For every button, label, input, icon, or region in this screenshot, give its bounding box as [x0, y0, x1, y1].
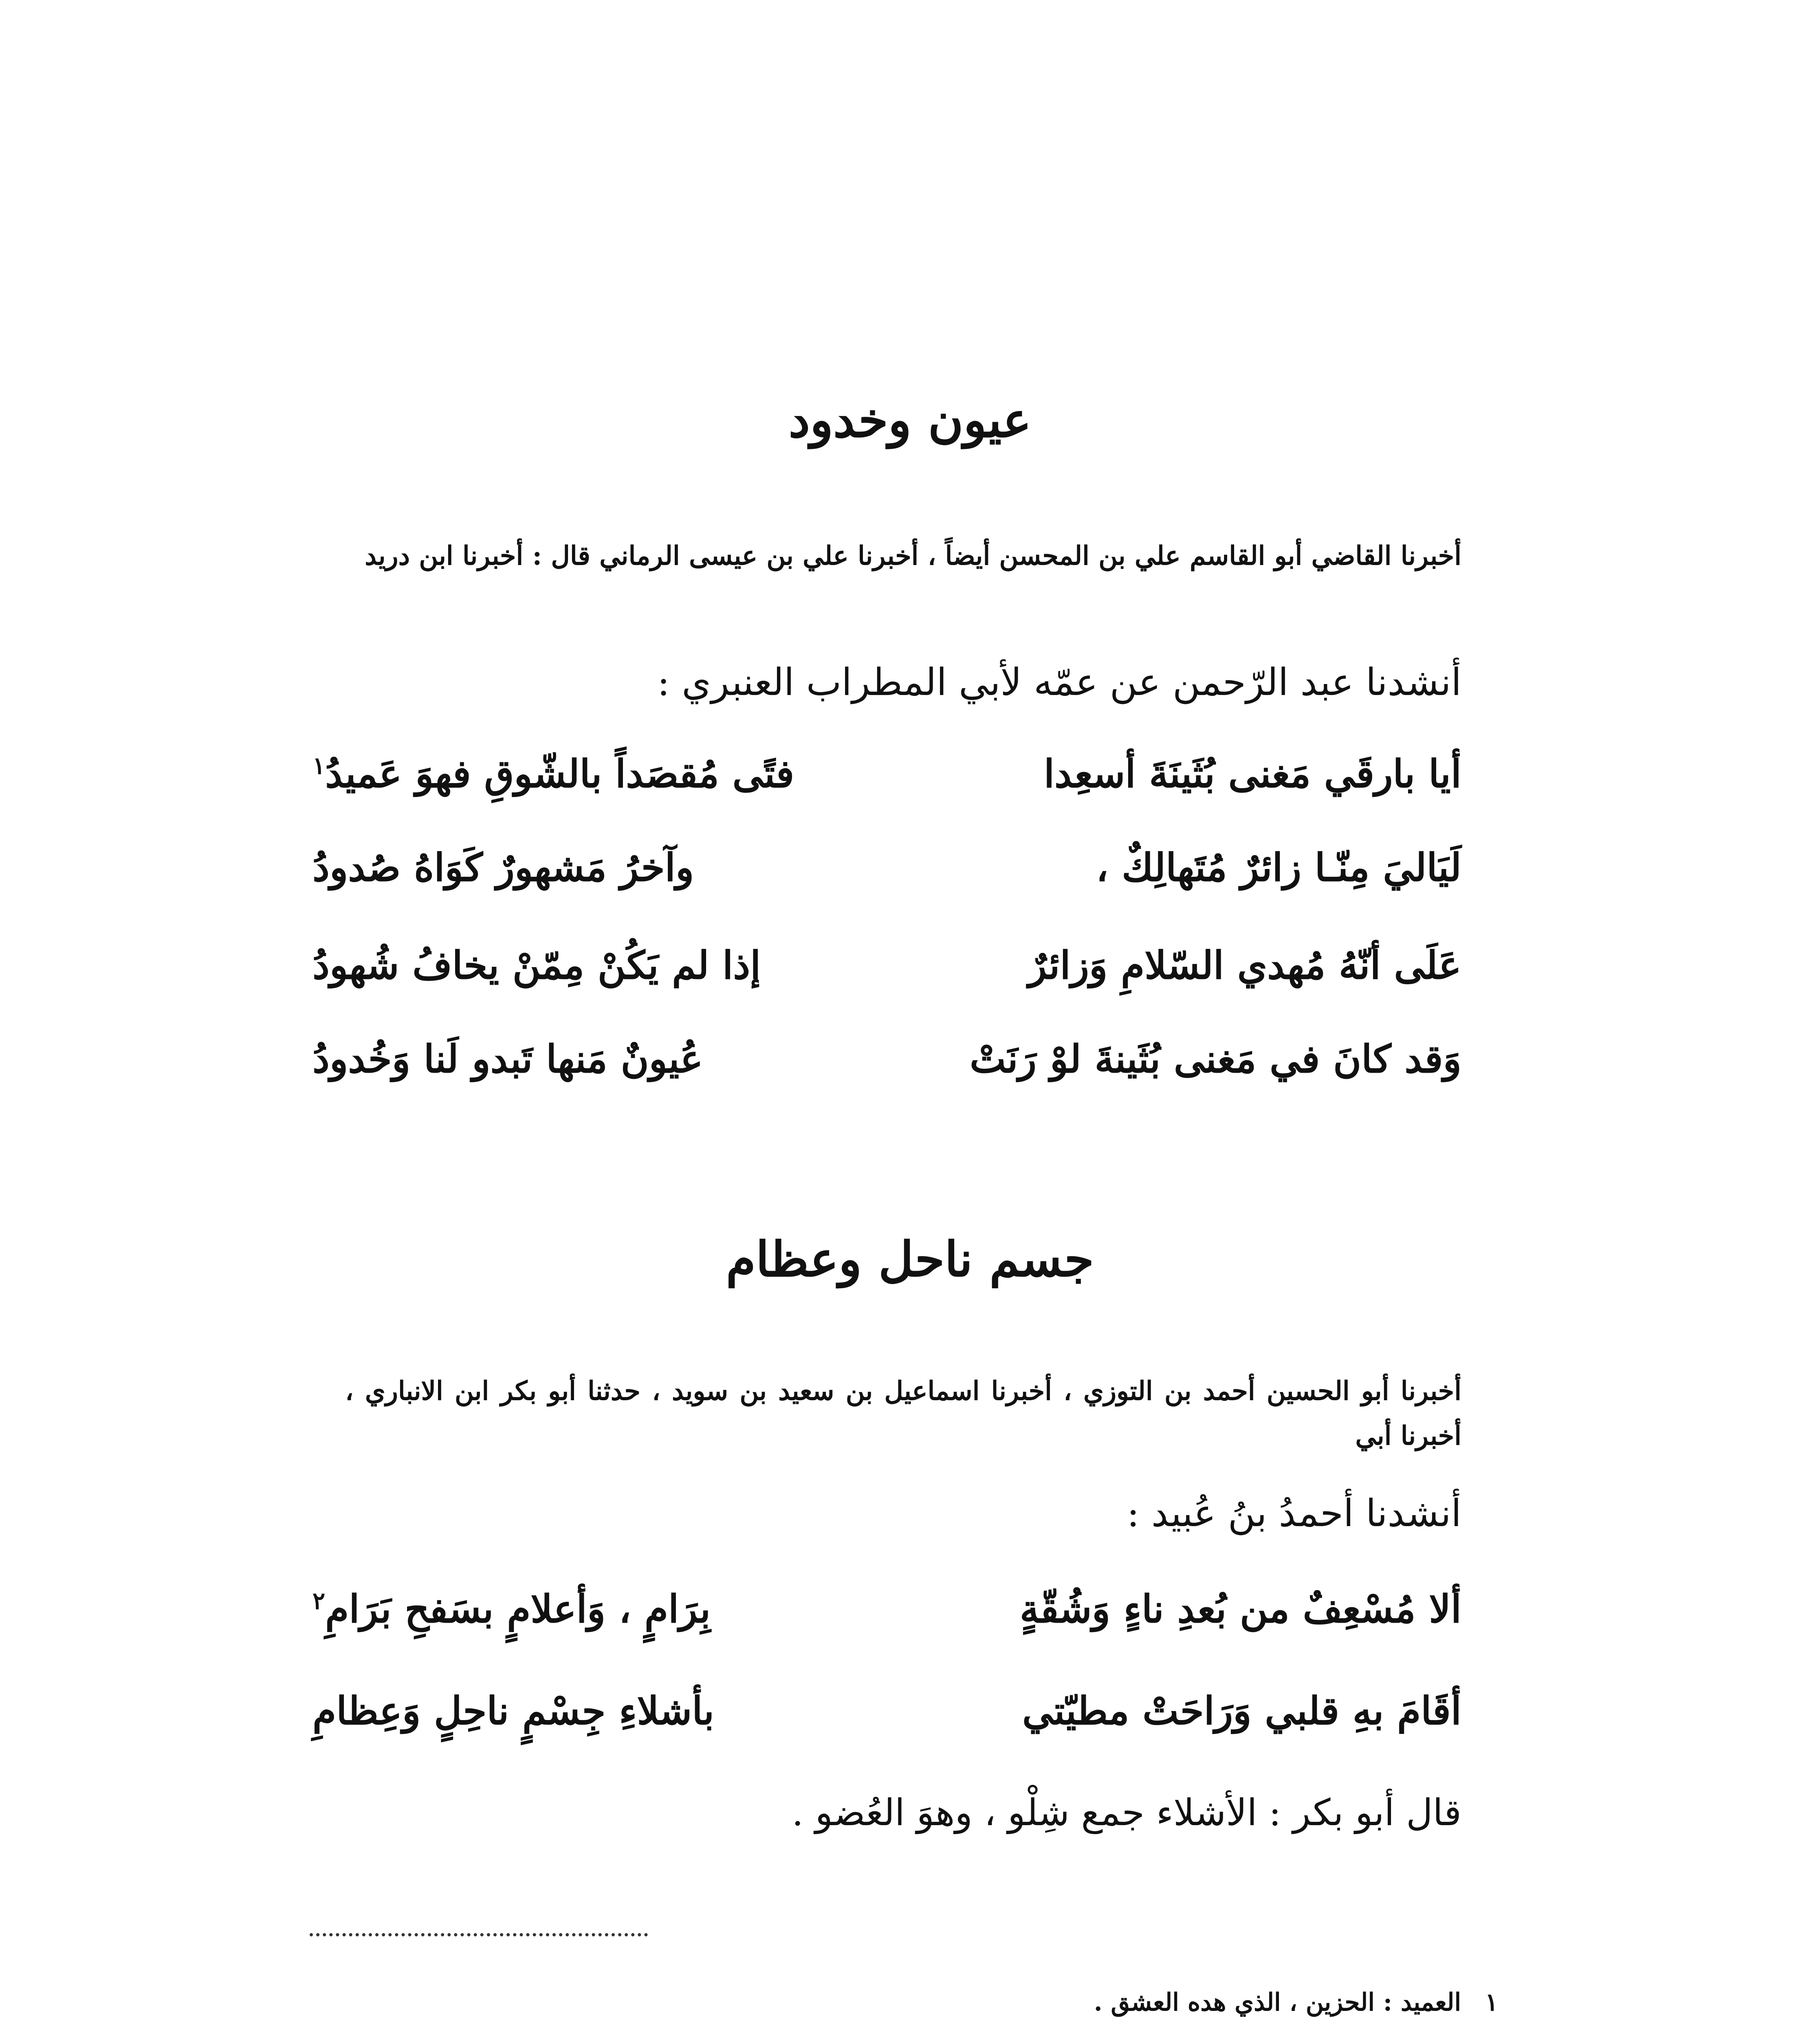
section-title-2: جسم ناحل وعظام: [726, 1231, 1094, 1287]
verse-first-hemistich: أقَامَ بهِ قلبي وَرَاحَتْ مطيّتي: [1022, 1689, 1461, 1733]
verse-first-hemistich: أيا بارقَي مَغنى بُثَينَةَ أسعِدا: [1043, 752, 1461, 796]
verse-second-hemistich: [313, 1581, 711, 1638]
verse-second-text: بِرَامٍ ، وَأعلامٍ بسَفحِ بَرَامِ: [325, 1587, 711, 1632]
verse-second-hemistich: وآخرُ مَشهورٌ كَوَاهُ صُدودُ: [313, 845, 694, 890]
poem-verse: [313, 937, 1461, 994]
isnad-text-2: أخبرنا أبو الحسين أحمد بن التوزي ، أخبرنا اسماعيل بن سعيد بن سويد ، حدثنا أبو بكر ابن الانباري ، أخبرنا أبي: [345, 1376, 1462, 1451]
poem-verse: [313, 746, 1461, 803]
isnad-text-1: أخبرنا القاضي أبو القاسم علي بن المحسن أيضاً ، أخبرنا علي بن عيسى الرماني قال : أخبرنا ابن دريد: [365, 541, 1461, 571]
commentary-line: قال أبو بكر : الأشلاء جمع شِلْو ، وهوَ العُضو .: [792, 1791, 1461, 1834]
footnote-text: العميد : الحزين ، الذي هده العشق .: [1094, 1988, 1461, 2017]
footnote-number: ١: [1485, 1988, 1498, 2017]
poem-intro-2: أنشدنا أحمدُ بنُ عُبيد :: [1127, 1491, 1461, 1535]
poem-verse: [313, 1683, 1461, 1740]
verse-second-hemistich: بأشلاءِ جِسْمٍ ناحِلٍ وَعِظامِ: [313, 1689, 715, 1733]
verse-second-hemistich: عُيونٌ مَنها تَبدو لَنا وَخُدودُ: [313, 1037, 703, 1082]
footnote: [284, 1980, 1498, 2025]
verse-first-hemistich: لَيَاليَ مِنّـا زائرٌ مُتَهالِكٌ ،: [1096, 845, 1461, 890]
verse-first-hemistich: عَلَى أنّهُ مُهدي السّلامِ وَزائرٌ: [1028, 943, 1461, 988]
poem-verse: [313, 839, 1461, 896]
poem-intro-1: أنشدنا عبد الرّحمن عن عمّه لأبي المطراب العنبري :: [657, 660, 1461, 704]
verse-first-hemistich: وَقد كانَ في مَغنى بُثَينةَ لوْ رَنَتْ: [970, 1037, 1461, 1082]
footnote-divider: [310, 1933, 648, 1936]
verse-second-text: فتًى مُقصَداً بالشّوقِ فهوَ عَميدُ: [325, 752, 794, 796]
verse-first-hemistich: ألا مُسْعِفٌ من بُعدِ ناءٍ وَشُقّةٍ: [1019, 1587, 1461, 1632]
footnote-marker: ٢: [313, 1587, 326, 1615]
verse-second-hemistich: إذا لم يَكُنْ مِمّنْ يخافُ شُهودُ: [313, 943, 761, 988]
poem-verse: [313, 1031, 1461, 1088]
section-title-1: عيون وخدود: [788, 392, 1032, 448]
poem-verse: [313, 1581, 1461, 1638]
footnote-marker: ١: [313, 752, 326, 780]
verse-second-hemistich: [313, 746, 794, 803]
